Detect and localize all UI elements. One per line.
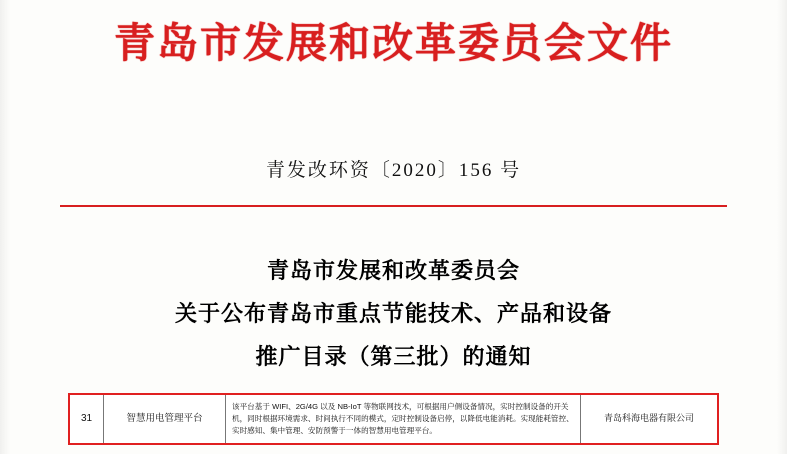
red-separator-rule <box>60 205 727 207</box>
table-cell-description: 该平台基于 WIFI、2G/4G 以及 NB-IoT 等物联网技术，可根据用户侧设备情况，实时控制设备的开关机，同时根据环境需求、时间执行不同的模式，定时控制设备启停，以降低电能消耗。实现能耗管控、实时感知、集中管理、安防预警于一体的智慧用电管理平台。 <box>226 395 581 443</box>
title-line-3: 推广目录（第三批）的通知 <box>255 343 532 369</box>
title-line-1: 青岛市发展和改革委员会 <box>266 258 520 283</box>
table-cell-company: 青岛科海电器有限公司 <box>603 413 694 424</box>
document-number: 青发改环资〔2020〕156 号 <box>265 160 522 181</box>
title-line-2: 关于公布青岛市重点节能技术、产品和设备 <box>174 300 612 326</box>
highlighted-table <box>68 393 719 445</box>
title-block <box>0 250 787 379</box>
masthead <box>0 18 787 69</box>
table-cell-name: 智慧用电管理平台 <box>104 395 226 443</box>
table-row <box>70 395 717 443</box>
masthead-title: 青岛市发展和改革委员会文件 <box>114 20 673 66</box>
table-cell-index: 31 <box>70 395 104 443</box>
